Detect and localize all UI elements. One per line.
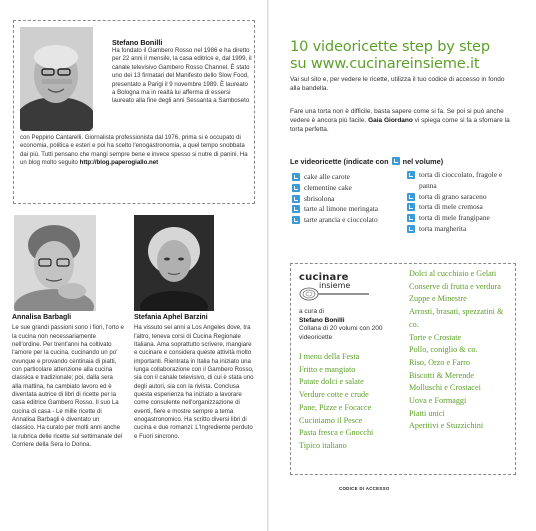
recipe-list-right [406, 170, 516, 235]
list-item: Molluschi e Crostacei [409, 383, 481, 393]
list-item[interactable]: cake alle carote [291, 172, 403, 183]
video-icon [407, 214, 415, 222]
series-meta: a cura di Stefano Bonilli Collana di 20 volumi con 200 videoricette [299, 308, 383, 341]
video-icon [407, 203, 415, 211]
list-item: Patate dolci e salate [299, 377, 364, 387]
page-title: 10 videoricette step by step su www.cucinareinsieme.it [290, 38, 490, 72]
list-item: Uova e Formaggi [409, 396, 467, 406]
list-item[interactable]: tarte arancia e cioccolato [291, 215, 403, 226]
brand-logo: cucinare insieme [299, 272, 351, 290]
barzini-photo [134, 215, 214, 311]
video-icon [407, 225, 415, 233]
list-item: Biscotti & Merende [409, 370, 475, 380]
list-item: Fritto e mangiato [299, 364, 356, 374]
intro-text: Vai sul sito e, per vedere le ricette, utilizza il tuo codice di accesso in fondo alla bandella. [290, 76, 505, 92]
list-item: Aperitivi e Stuzzichini [409, 421, 484, 431]
list-item[interactable]: tarte al limone meringata [291, 204, 403, 215]
bonilli-photo [20, 27, 93, 131]
list-item: I menu della Festa [299, 352, 360, 361]
video-icon [292, 216, 300, 224]
list-item: Conserve di frutta e verdura [409, 281, 501, 291]
barbagli-bio-text: Le sue grandi passioni sono i fiori, l'orto e la cucina non necessariamente nell'ordine. Per trent'anni ha coltivato l'amore per la cucina, cucinando un po' ovunque e provando centinaia di piatti, con particolare attenzione alla cucina classica e tradizionale; poi, dalla sera alla mattina, ha cambiato lavoro ed è diventata autrice di libri di ricette per la casa editrice Gambero Rosso. Il suo La cucina di casa - Le mille ricette di Annalisa Barbagli è diventato un classico. Ha curato per molti anni anche la rubrica delle ricette sul settimanale del Corriere della Sera Io Donna. [12, 324, 124, 449]
list-item: Pane, Pizze e Focacce [299, 402, 372, 412]
list-item[interactable]: torta di cioccolato, fragole e panna [406, 170, 516, 192]
bonilli-blog-link[interactable]: http://blog.paperogiallo.net [79, 159, 159, 167]
video-icon [292, 173, 300, 181]
page-fold [267, 0, 269, 531]
video-icon [392, 157, 400, 165]
access-code-label: CODICE DI ACCESSO [339, 486, 390, 491]
intro-text-2: Fare una torta non è difficile, basta sapere come si fa. Se poi si può anche vedere è ancora più facile. Gaia Giordano vi spiega come si fa a sfornare la torta perfetta. [290, 108, 510, 133]
barbagli-bio [12, 314, 124, 450]
barbagli-name: Annalisa Barbagli [12, 314, 72, 321]
list-item[interactable]: torta margherita [406, 224, 516, 235]
list-item[interactable]: torta di mele frangipane [406, 213, 516, 224]
recipe-list-left [291, 172, 403, 226]
barzini-bio-text: Ha vissuto sei anni a Los Angeles dove, tra l'altro, teneva corsi di Cucina Regionale Italiana. Ama soprattutto scrivere, mangiare e cucinare e considera queste attività molto importanti. Rientrata in Italia ha iniziato una lunga collaborazione con il Gambero Rosso, sia con il canale televisivo, di cui è stata uno degli autori, sia con la rivista. Conclusa questa esperienza ha iniziato a lavorare come consulente nell'organizzazione di eventi, fiere e mostre sempre a tema enogastronomico. Ha scritto diversi libri di cucina e due romanzi: L'Ingrediente perduto e Fuori sincrono. [134, 324, 254, 440]
list-item: Riso, Orzo e Farro [409, 357, 470, 367]
list-item: Tipico italiano [299, 440, 347, 450]
video-icon [292, 205, 300, 213]
website-link[interactable]: su www.cucinareinsieme.it [290, 55, 480, 72]
list-item: Arrosti, brasati, spezzatini & co. [409, 307, 504, 329]
list-item[interactable]: sbrisolona [291, 194, 403, 205]
video-icon [407, 171, 415, 179]
list-item: Dolci al cucchiaio e Gelati [409, 269, 497, 278]
category-list-left [299, 351, 409, 453]
video-icon [292, 195, 300, 203]
category-list-right [409, 268, 515, 433]
barzini-bio [134, 314, 256, 441]
bonilli-name: Stefano Bonilli [112, 38, 163, 47]
barzini-name: Stefania Aphel Barzini [134, 314, 208, 321]
list-item: Zuppe e Minestre [409, 294, 467, 304]
list-item: Verdure cotte e crude [299, 390, 369, 400]
video-icon [292, 184, 300, 192]
video-icon [407, 193, 415, 201]
list-item[interactable]: torta di grano saraceno [406, 192, 516, 203]
whisk-icon [299, 287, 371, 301]
barbagli-photo [14, 215, 96, 311]
list-item[interactable]: torta di mele cremosa [406, 202, 516, 213]
list-item: Torte e Crostate [409, 332, 462, 342]
list-item: Pasta fresca e Gnocchi [299, 428, 374, 438]
list-item: Pollo, coniglio & co. [409, 345, 478, 355]
bonilli-bio-box [13, 20, 255, 204]
series-box [290, 263, 516, 475]
list-item[interactable]: clementine cake [291, 183, 403, 194]
list-item: Cuciniamo il Pesce [299, 415, 363, 425]
list-item: Piatti unici [409, 408, 445, 418]
bonilli-bio-text-continued: con Peppino Cantarelli. Giornalista professionista dal 1976, prima si è occupato di economia, politica e esteri e poi ha scelto l'enogastronomia, a quel tempo snobbata dai più. Tutti pensano che mangi sempre bene e invece spesso si nutre di panini. Ha un blog molto seguito http://blog.paperogiallo.net [20, 134, 248, 167]
videoricette-heading: Le videoricette (indicate con nel volume) [290, 157, 444, 166]
bonilli-bio-text: Ha fondato il Gambero Rosso nel 1986 e ha diretto per 22 anni il mensile, la casa editrice e, dal 1999, il canale televisivo Gambero Rosso Channel. È stato uno dei 13 firmatari del Manifesto dello Slow Food, presentato a Parigi il 9 novembre 1989. È laureato a Bologna ma in realtà lui afferma di essersi laureato alla fine degli anni Sessanta a Samboseto [112, 47, 252, 105]
